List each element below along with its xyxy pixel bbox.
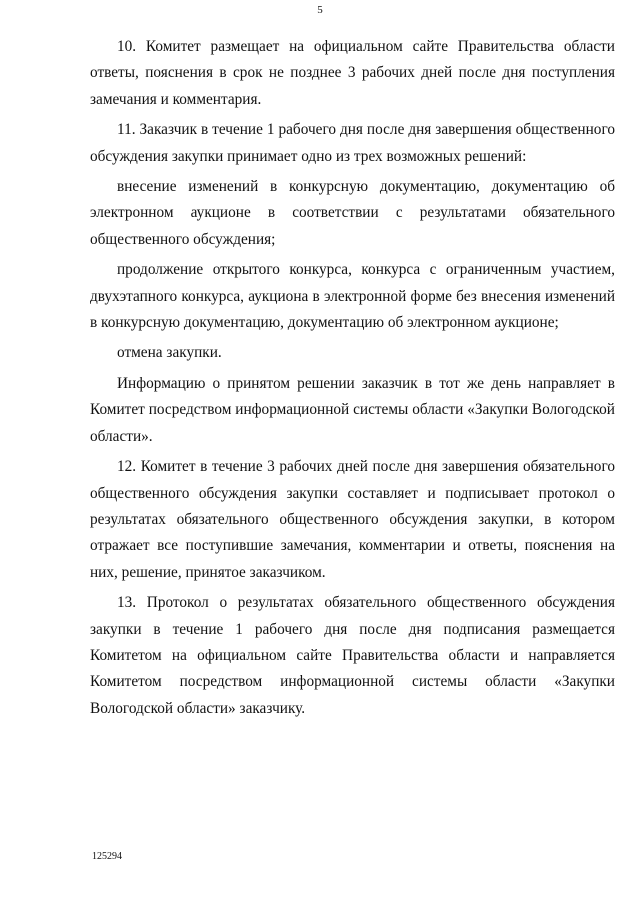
paragraph-11: 11. Заказчик в течение 1 рабочего дня после дня завершения общественного обсуждения закупки принимает одно из трех возможных решений: [90,121,615,165]
decision-notification-paragraph: Информацию о принятом решении заказчик в тот же день направляет в Комитет посредством информационной системы области «Закупки Вологодской области». [90,374,615,445]
document-body [90,34,615,726]
decision-option-changes: внесение изменений в конкурсную документацию, документацию об электронном аукционе в соответствии с результатами обязательного общественного обсуждения; [90,178,615,248]
paragraph-13: 13. Протокол о результатах обязательного общественного обсуждения закупки в течение 1 рабочего дня после дня подписания размещается Комитетом на официальном сайте Правительства области и направляется Комитетом посредством информационной системы области «Закупки Вологодской области» заказчику. [90,594,615,717]
paragraph-10: 10. Комитет размещает на официальном сайте Правительства области ответы, пояснения в срок не позднее 3 рабочих дней после дня поступления замечания и комментария. [90,38,615,108]
page-number: 5 [317,4,323,16]
paragraph-12: 12. Комитет в течение 3 рабочих дней после дня завершения обязательного общественного обсуждения закупки составляет и подписывает протокол о результатах обязательного общественного обсуждения закупки, в котором отражает все поступившие замечания, комментарии и ответы, пояснения на них, решение, принятое заказчиком. [90,458,615,581]
decision-option-continue: продолжение открытого конкурса, конкурса с ограниченным участием, двухэтапного конкурса, аукциона в электронной форме без внесения изменений в конкурсную документацию, документацию об электронном аукционе; [90,261,615,332]
decision-option-cancel: отмена закупки. [117,344,222,362]
document-code: 125294 [92,851,122,862]
